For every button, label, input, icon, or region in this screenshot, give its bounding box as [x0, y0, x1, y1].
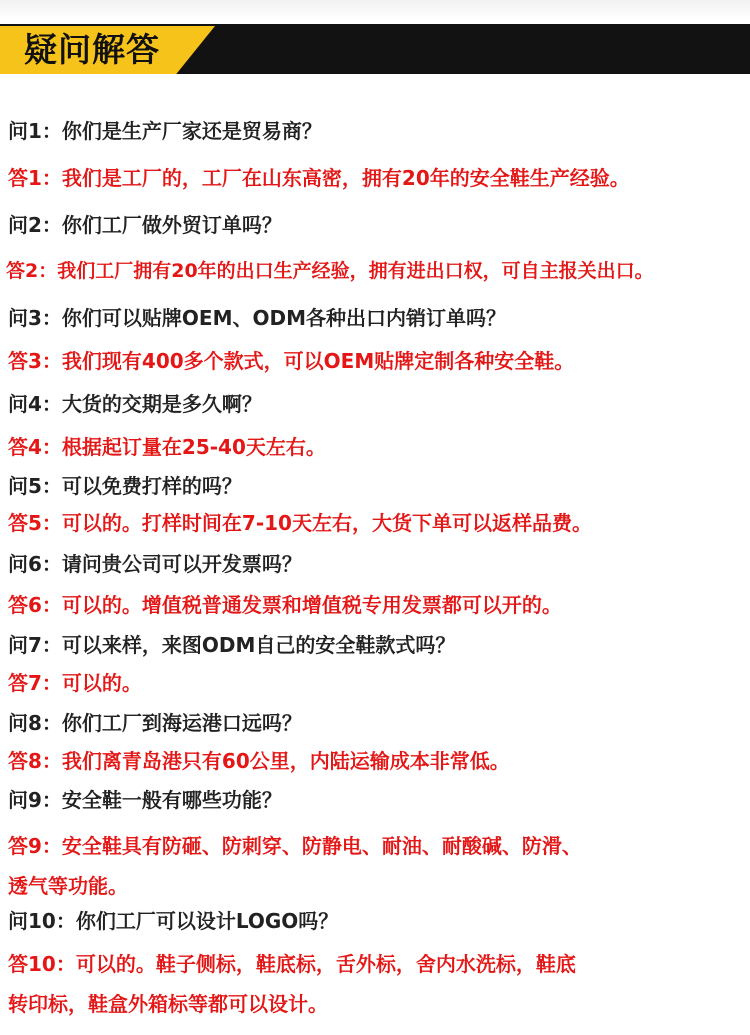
- top-strip: [0, 0, 750, 20]
- question-7: 问7：可以来样，来图ODM自己的安全鞋款式吗？: [8, 633, 456, 657]
- question-6: 问6：请问贵公司可以开发票吗？: [8, 552, 302, 576]
- answer-1: 答1：我们是工厂的，工厂在山东高密，拥有20年的安全鞋生产经验。: [8, 166, 630, 190]
- question-1: 问1：你们是生产厂家还是贸易商？: [8, 119, 322, 143]
- answer-6: 答6：可以的。增值税普通发票和增值税专用发票都可以开的。: [8, 593, 562, 617]
- question-4: 问4：大货的交期是多久啊？: [8, 392, 262, 416]
- page-title: 疑问解答: [24, 30, 160, 69]
- question-5: 问5：可以免费打样的吗？: [8, 474, 242, 498]
- answer-2: 答2：我们工厂拥有20年的出口生产经验，拥有进出口权，可自主报关出口。: [6, 260, 654, 282]
- answer-10-line-1: 答10：可以的。鞋子侧标，鞋底标，舌外标，舍内水洗标，鞋底: [8, 952, 576, 976]
- question-9: 问9：安全鞋一般有哪些功能？: [8, 788, 282, 812]
- answer-9-line-2: 透气等功能。: [8, 874, 128, 898]
- answer-3: 答3：我们现有400多个款式，可以OEM贴牌定制各种安全鞋。: [8, 349, 575, 373]
- question-2: 问2：你们工厂做外贸订单吗？: [8, 213, 282, 237]
- answer-10-line-2: 转印标，鞋盒外箱标等都可以设计。: [8, 992, 328, 1016]
- answer-4: 答4：根据起订量在25-40天左右。: [8, 435, 326, 459]
- answer-8: 答8：我们离青岛港只有60公里，内陆运输成本非常低。: [8, 749, 510, 773]
- answer-9-line-1: 答9：安全鞋具有防砸、防刺穿、防静电、耐油、耐酸碱、防滑、: [8, 834, 582, 858]
- answer-5: 答5：可以的。打样时间在7-10天左右，大货下单可以返样品费。: [8, 511, 592, 535]
- question-10: 问10：你们工厂可以设计LOGO吗？: [8, 909, 339, 933]
- question-8: 问8：你们工厂到海运港口远吗？: [8, 711, 302, 735]
- answer-7: 答7：可以的。: [8, 671, 142, 695]
- question-3: 问3：你们可以贴牌OEM、ODM各种出口内销订单吗？: [8, 306, 506, 330]
